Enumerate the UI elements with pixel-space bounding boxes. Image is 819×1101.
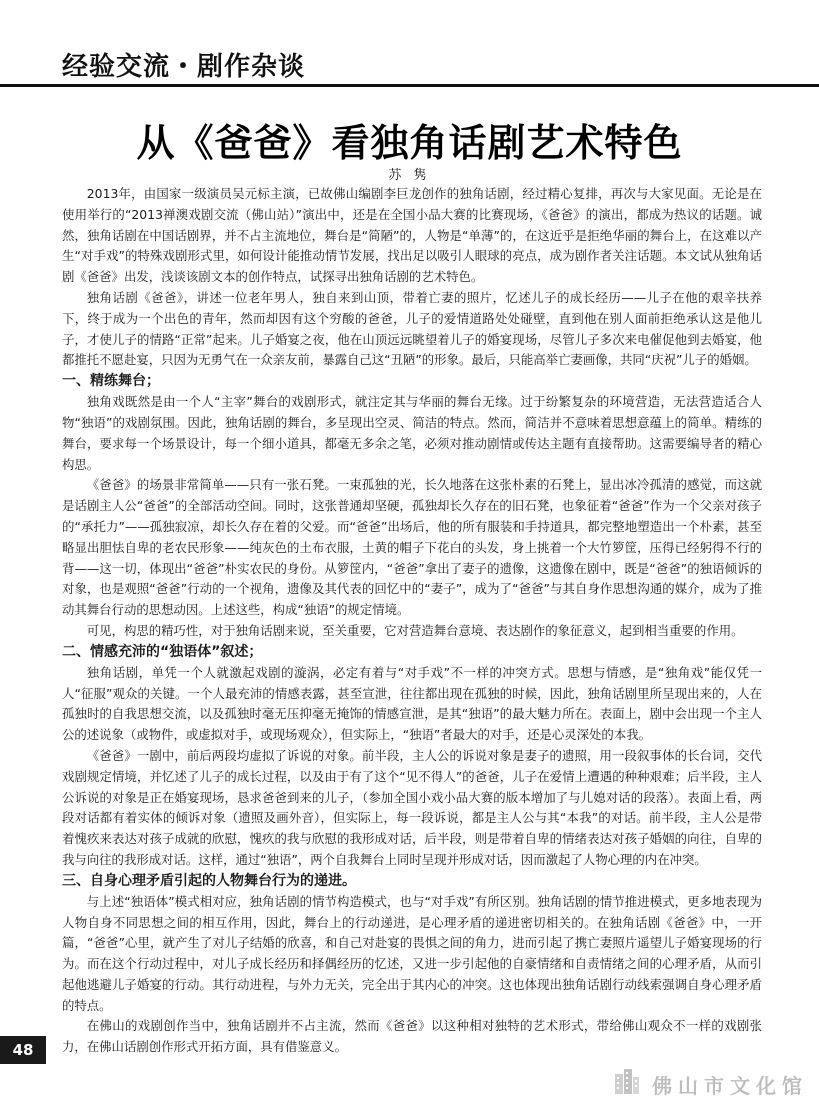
header-rule xyxy=(0,84,819,87)
logo-text: 佛山市文化馆 xyxy=(652,1074,808,1098)
paragraph: 独角戏既然是由一个人“主宰”舞台的戏剧形式，就注定其与华丽的舞台无缘。过于纷繁复杂的环境营造，无法营造适合人物“独语”的戏剧氛围。因此，独角话剧的舞台，多呈现出空灵、简洁的特点。然而，简洁并不意味着思想意蕴上的简单。精练的舞台，要求每一个场景设计，每一个细小道具，都毫无多余之笔，必须对推动剧情或传达主题有直接帮助。这需要编导者的精心构思。 xyxy=(62,394,762,472)
article-body xyxy=(62,184,762,1058)
paragraph: 2013年，由国家一级演员吴元标主演，已故佛山编剧李巨龙创作的独角话剧，经过精心复排，再次与大家见面。无论是在使用举行的“2013禅澳戏剧交流（佛山站）”演出中，还是在全国小品大赛的比赛现场，《爸爸》的演出，都成为热议的话题。诚然，独角话剧在中国话剧界，并不占主流地位，舞台是“简陋”的，人物是“单薄”的，在这近乎是拒绝华丽的舞台上，在这难以产生“对手戏”的特殊戏剧形式里，如何设计能推动情节发展，找出足以吸引人眼球的亮点，成为剧作者关注话题。本文试从独角话剧《爸爸》出发，浅谈该剧文本的创作特点，试探寻出独角话剧的艺术特色。 xyxy=(62,186,762,285)
paragraph: 可见，构思的精巧性，对于独角话剧来说，至关重要，它对营造舞台意境、表达剧作的象征意义，起到相当重要的作用。 xyxy=(86,622,744,638)
paragraph: 在佛山的戏剧创作当中，独角话剧并不占主流，然而《爸爸》以这种相对独特的艺术形式，带给佛山观众不一样的戏剧张力，在佛山话剧创作形式开拓方面，具有借鉴意义。 xyxy=(62,1018,762,1055)
paragraph: 《爸爸》一剧中，前后两段均虚拟了诉说的对象。前半段，主人公的诉说对象是妻子的遗照，用一段叙事体的长台词，交代戏剧规定情境，并忆述了儿子的成长过程，以及由于有了这个“见不得人”的爸爸，儿子在爱情上遭遇的种种艰难；后半段，主人公诉说的对象是正在婚宴现场，恳求爸爸到来的儿子，（参加全国小戏小品大赛的版本增加了与儿媳对话的段落）。表面上看，两段对话都有着实体的倾诉对象（遗照及画外音），但实际上，每一段诉说，都是主人公与其“本我”的对话。前半段，主人公是带着愧疚来表达对孩子成就的欣慰，愧疚的我与欣慰的我形成对话，后半段，则是带着自卑的情绪表达对孩子婚姻的向往，自卑的我与向往的我形成对话。这样，通过“独语”，两个自我舞台上同时呈现并形成对话，因而激起了人物心理的内在冲突。 xyxy=(62,747,762,867)
column-label: 经验交流・剧作杂谈 xyxy=(62,52,306,82)
paragraph: 与上述“独语体”模式相对应，独角话剧的情节构造模式，也与“对手戏”有所区别。独角话剧的情节推进模式，更多地表现为人物自身不同思想之间的相互作用，因此，舞台上的行动递进，是心理矛盾的递进密切相关的。在独角话剧《爸爸》中，一开篇，“爸爸”心里，就产生了对儿子结婚的欣喜，和自己对赴宴的畏惧之间的角力，进而引起了携亡妻照片遥望儿子婚宴现场的行为。而在这个行动过程中，对儿子成长经历和择偶经历的忆述，又进一步引起他的自豪情绪和自责情绪之间的心理矛盾，从而引起他逃避儿子婚宴的行动。其行动进程，与外力无关，完全出于其内心的冲突。这也体现出独角话剧行动线索强调自身心理矛盾的特点。 xyxy=(62,893,762,1013)
header-band xyxy=(0,0,819,88)
paragraph: 独角话剧，单凭一个人就激起戏剧的漩涡，必定有着与“对手戏”不一样的冲突方式。思想与情感，是“独角戏”能仅凭一人“征服”观众的关键。一个人最充沛的情感表露，甚至宣泄，往往都出现在孤独的时候，因此，独角话剧里所呈现出来的，人在孤独时的自我思想交流，以及孤独时毫无压抑毫无掩饰的情感宣泄，是其“独语”的最大魅力所在。表面上，剧中会出现一个主人公的述说象（或物件，或虚拟对手，或现场观众），但实际上，“独语”者最大的对手，还是心灵深处的本我。 xyxy=(62,664,762,743)
footer-logo xyxy=(612,1064,812,1098)
section-heading: 三、自身心理矛盾引起的人物舞台行为的递进。 xyxy=(62,872,356,889)
paragraph: 《爸爸》的场景非常简单——只有一张石凳。一束孤独的光，长久地落在这张朴素的石凳上，显出冰冷孤清的感觉，而这就是话剧主人公“爸爸”的全部活动空间。同时，这张普通却坚硬，孤独却长久存在的旧石凳，也象征着“爸爸”作为一个父亲对孩子的“承托力”——孤独寂凉，却长久存在着的父爱。而“爸爸”出场后，他的所有服装和手持道具，都完整地塑造出一个朴素，甚至略显出胆怯自卑的老农民形象——纯灰色的土布衣服，土黄的帽子下花白的头发，身上挑着一个大竹箩筐，压得已经躬得不行的背——这一切，体现出“爸爸”朴实农民的身份。从箩筐内，“爸爸”拿出了妻子的遗像，这遗像在剧中，既是“爸爸”的独语倾诉的对象，也是观照“爸爸”行动的一个视角，遗像及其代表的回忆中的“妻子”，成为了“爸爸”与其自身作思想沟通的媒介，成为了推动其舞台行动的思想动因。上述这些，构成“独语”的规定情境。 xyxy=(62,477,762,618)
building-icon xyxy=(612,1066,642,1096)
section-heading: 一、精练舞台； xyxy=(62,373,160,390)
article-title: 从《爸爸》看独角话剧艺术特色 xyxy=(136,121,683,165)
article-author: 苏 隽 xyxy=(388,168,431,183)
section-heading: 二、情感充沛的“独语体”叙述； xyxy=(62,643,263,660)
paragraph: 独角话剧《爸爸》，讲述一位老年男人，独自来到山顶，带着亡妻的照片，忆述儿子的成长经历——儿子在他的艰辛扶养下，终于成为一个出色的青年，然而却因有这个穷酸的爸爸，儿子的爱情道路处处碰壁，直到他在别人面前拒绝承认这是他儿子，才使儿子的情路“正常”起来。儿子婚宴之夜，他在山顶远远眺望着儿子的婚宴现场，尽管儿子多次来电催促他到去婚宴，他都推托不愿赴宴，只因为无勇气在一众亲友前，暴露自己这“丑陋”的形象。最后，只能高举亡妻画像，共同“庆祝”儿子的婚姻。 xyxy=(62,289,762,368)
page-number: 48 xyxy=(0,1036,46,1064)
